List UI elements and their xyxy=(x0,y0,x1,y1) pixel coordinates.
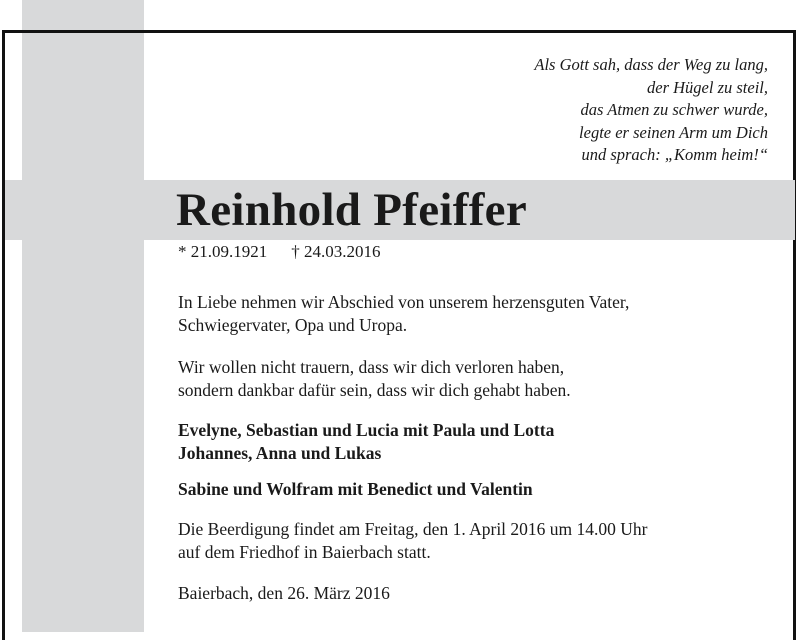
family-line: Evelyne, Sebastian und Lucia mit Paula und Lotta xyxy=(178,420,555,440)
funeral-line: auf dem Friedhof in Baierbach statt. xyxy=(178,542,431,562)
farewell-text xyxy=(178,291,778,337)
place-date xyxy=(178,582,778,605)
funeral-line: Die Beerdigung findet am Freitag, den 1. April 2016 um 14.00 Uhr xyxy=(178,519,648,539)
birth-date: * 21.09.1921 xyxy=(178,242,268,261)
family-line: Sabine und Wolfram mit Benedict und Valentin xyxy=(178,479,533,499)
poem-line: und sprach: „Komm heim!“ xyxy=(581,145,768,164)
quote-text xyxy=(178,356,778,402)
poem-line: Als Gott sah, dass der Weg zu lang, xyxy=(534,55,768,74)
quote-line: sondern dankbar dafür sein, dass wir dich gehabt haben. xyxy=(178,380,571,400)
quote-line: Wir wollen nicht trauern, dass wir dich verloren haben, xyxy=(178,357,565,377)
farewell-line: In Liebe nehmen wir Abschied von unserem herzensguten Vater, xyxy=(178,292,630,312)
poem xyxy=(348,54,768,167)
poem-line: der Hügel zu steil, xyxy=(647,77,768,97)
deceased-name: Reinhold Pfeiffer xyxy=(176,184,527,236)
place-date-line: Baierbach, den 26. März 2016 xyxy=(178,583,390,603)
family-group-1 xyxy=(178,419,778,465)
death-date: † 24.03.2016 xyxy=(291,242,381,261)
funeral-text xyxy=(178,518,778,564)
farewell-line: Schwiegervater, Opa und Uropa. xyxy=(178,315,408,335)
life-dates xyxy=(178,242,381,262)
poem-line: das Atmen zu schwer wurde, xyxy=(580,100,768,119)
poem-line: legte er seinen Arm um Dich xyxy=(579,122,768,142)
family-group-2 xyxy=(178,478,778,501)
family-line: Johannes, Anna und Lukas xyxy=(178,443,382,463)
